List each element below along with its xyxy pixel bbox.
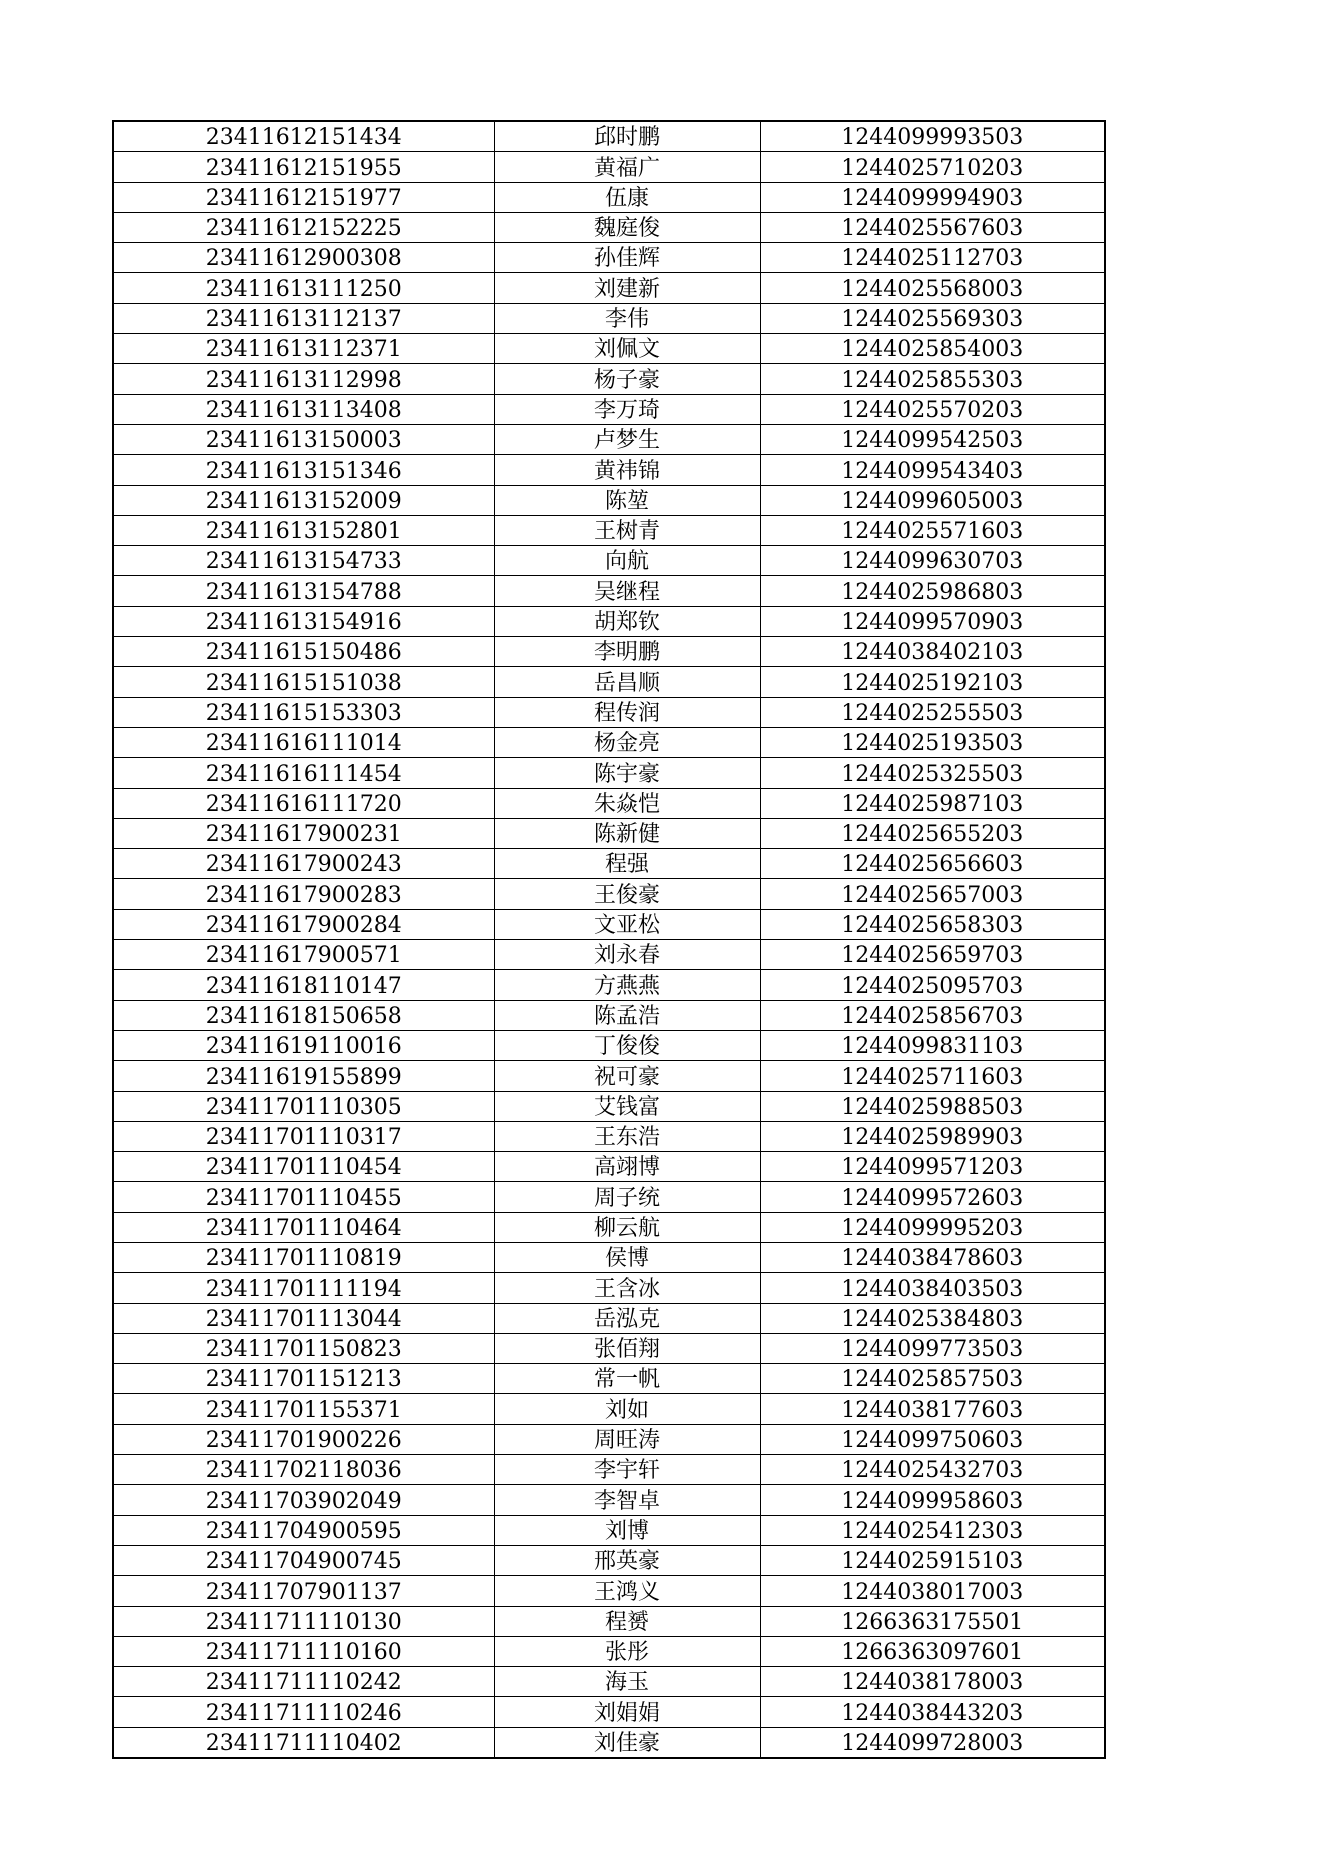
name-cell: 李智卓 [494,1485,760,1515]
name-cell: 李万琦 [494,394,760,424]
candidate-id-cell: 23411617900231 [113,818,494,848]
code-cell: 1244025987103 [760,788,1105,818]
table-row [113,1606,1105,1636]
name-cell: 岳昌顺 [494,667,760,697]
name-cell: 艾钱富 [494,1091,760,1121]
document-sheet [112,120,1104,1759]
code-cell: 1244025255503 [760,697,1105,727]
code-cell: 1244025856703 [760,1000,1105,1030]
candidate-id-cell: 23411616111014 [113,727,494,757]
table-row [113,152,1105,182]
roster-table [112,120,1106,1759]
candidate-id-cell: 23411701151213 [113,1364,494,1394]
name-cell: 张彤 [494,1636,760,1666]
table-row [113,1424,1105,1454]
candidate-id-cell: 23411616111454 [113,758,494,788]
code-cell: 1266363097601 [760,1636,1105,1666]
table-row [113,1485,1105,1515]
name-cell: 柳云航 [494,1212,760,1242]
code-cell: 1244025657003 [760,879,1105,909]
name-cell: 孙佳辉 [494,243,760,273]
candidate-id-cell: 23411615150486 [113,637,494,667]
name-cell: 刘博 [494,1515,760,1545]
code-cell: 1244099995203 [760,1212,1105,1242]
candidate-id-cell: 23411701111194 [113,1273,494,1303]
candidate-id-cell: 23411711110402 [113,1727,494,1758]
name-cell: 刘永春 [494,940,760,970]
candidate-id-cell: 23411702118036 [113,1455,494,1485]
code-cell: 1244099571203 [760,1152,1105,1182]
candidate-id-cell: 23411617900283 [113,879,494,909]
name-cell: 王树青 [494,515,760,545]
code-cell: 1244025568003 [760,273,1105,303]
table-row [113,334,1105,364]
name-cell: 张佰翔 [494,1333,760,1363]
table-row [113,1667,1105,1697]
table-row [113,273,1105,303]
candidate-id-cell: 23411613154916 [113,606,494,636]
candidate-id-cell: 23411617900243 [113,849,494,879]
candidate-id-cell: 23411613152009 [113,485,494,515]
name-cell: 李宇轩 [494,1455,760,1485]
code-cell: 1244099570903 [760,606,1105,636]
candidate-id-cell: 23411701110455 [113,1182,494,1212]
table-row [113,424,1105,454]
candidate-id-cell: 23411613112137 [113,303,494,333]
candidate-id-cell: 23411707901137 [113,1576,494,1606]
candidate-id-cell: 23411704900745 [113,1545,494,1575]
name-cell: 王东浩 [494,1121,760,1151]
code-cell: 1244025658303 [760,909,1105,939]
code-cell: 1244099572603 [760,1182,1105,1212]
candidate-id-cell: 23411613150003 [113,424,494,454]
code-cell: 1244099630703 [760,546,1105,576]
candidate-id-cell: 23411612152225 [113,212,494,242]
candidate-id-cell: 23411701155371 [113,1394,494,1424]
code-cell: 1244025412303 [760,1515,1105,1545]
table-row [113,485,1105,515]
candidate-id-cell: 23411701150823 [113,1333,494,1363]
code-cell: 1244025112703 [760,243,1105,273]
roster-table-body [113,121,1105,1758]
code-cell: 1244025325503 [760,758,1105,788]
table-row [113,697,1105,727]
name-cell: 侯博 [494,1242,760,1272]
code-cell: 1244038403503 [760,1273,1105,1303]
candidate-id-cell: 23411612151955 [113,152,494,182]
table-row [113,1364,1105,1394]
candidate-id-cell: 23411701110305 [113,1091,494,1121]
code-cell: 1244038402103 [760,637,1105,667]
name-cell: 刘娟娟 [494,1697,760,1727]
name-cell: 伍康 [494,182,760,212]
name-cell: 吴继程 [494,576,760,606]
name-cell: 卢梦生 [494,424,760,454]
table-row [113,546,1105,576]
table-row [113,212,1105,242]
table-row [113,1061,1105,1091]
table-row [113,1212,1105,1242]
candidate-id-cell: 23411612151977 [113,182,494,212]
name-cell: 方燕燕 [494,970,760,1000]
candidate-id-cell: 23411613151346 [113,455,494,485]
candidate-id-cell: 23411615153303 [113,697,494,727]
code-cell: 1244025570203 [760,394,1105,424]
code-cell: 1244025655203 [760,818,1105,848]
name-cell: 周旺涛 [494,1424,760,1454]
code-cell: 1244025854003 [760,334,1105,364]
name-cell: 李伟 [494,303,760,333]
code-cell: 1244025988503 [760,1091,1105,1121]
code-cell: 1244025857503 [760,1364,1105,1394]
name-cell: 刘建新 [494,273,760,303]
code-cell: 1244099994903 [760,182,1105,212]
name-cell: 朱焱恺 [494,788,760,818]
table-row [113,1242,1105,1272]
table-row [113,1727,1105,1758]
candidate-id-cell: 23411613111250 [113,273,494,303]
candidate-id-cell: 23411619155899 [113,1061,494,1091]
code-cell: 1266363175501 [760,1606,1105,1636]
candidate-id-cell: 23411618150658 [113,1000,494,1030]
candidate-id-cell: 23411701110454 [113,1152,494,1182]
table-row [113,758,1105,788]
table-row [113,394,1105,424]
table-row [113,606,1105,636]
candidate-id-cell: 23411613154788 [113,576,494,606]
name-cell: 杨金亮 [494,727,760,757]
candidate-id-cell: 23411711110246 [113,1697,494,1727]
code-cell: 1244099958603 [760,1485,1105,1515]
code-cell: 1244038017003 [760,1576,1105,1606]
name-cell: 向航 [494,546,760,576]
table-row [113,1455,1105,1485]
table-row [113,940,1105,970]
candidate-id-cell: 23411617900571 [113,940,494,970]
table-row [113,1515,1105,1545]
candidate-id-cell: 23411613113408 [113,394,494,424]
code-cell: 1244025986803 [760,576,1105,606]
table-row [113,1121,1105,1151]
table-row [113,1273,1105,1303]
table-row [113,1091,1105,1121]
name-cell: 程传润 [494,697,760,727]
candidate-id-cell: 23411701110464 [113,1212,494,1242]
table-row [113,637,1105,667]
name-cell: 陈宇豪 [494,758,760,788]
table-row [113,121,1105,152]
name-cell: 祝可豪 [494,1061,760,1091]
table-row [113,727,1105,757]
candidate-id-cell: 23411711110160 [113,1636,494,1666]
name-cell: 陈堃 [494,485,760,515]
candidate-id-cell: 23411711110242 [113,1667,494,1697]
name-cell: 黄福广 [494,152,760,182]
name-cell: 程强 [494,849,760,879]
code-cell: 1244025989903 [760,1121,1105,1151]
code-cell: 1244099542503 [760,424,1105,454]
code-cell: 1244025711603 [760,1061,1105,1091]
name-cell: 王俊豪 [494,879,760,909]
table-row [113,1394,1105,1424]
table-row [113,515,1105,545]
code-cell: 1244025915103 [760,1545,1105,1575]
name-cell: 岳泓克 [494,1303,760,1333]
name-cell: 胡郑钦 [494,606,760,636]
code-cell: 1244025571603 [760,515,1105,545]
name-cell: 丁俊俊 [494,1030,760,1060]
table-row [113,1545,1105,1575]
candidate-id-cell: 23411612900308 [113,243,494,273]
name-cell: 陈孟浩 [494,1000,760,1030]
name-cell: 邢英豪 [494,1545,760,1575]
table-row [113,455,1105,485]
table-row [113,364,1105,394]
code-cell: 1244025193503 [760,727,1105,757]
candidate-id-cell: 23411612151434 [113,121,494,152]
name-cell: 文亚松 [494,909,760,939]
table-row [113,182,1105,212]
name-cell: 刘佳豪 [494,1727,760,1758]
name-cell: 王含冰 [494,1273,760,1303]
table-row [113,1303,1105,1333]
candidate-id-cell: 23411619110016 [113,1030,494,1060]
table-row [113,788,1105,818]
code-cell: 1244025432703 [760,1455,1105,1485]
code-cell: 1244025656603 [760,849,1105,879]
code-cell: 1244025095703 [760,970,1105,1000]
name-cell: 黄祎锦 [494,455,760,485]
code-cell: 1244038443203 [760,1697,1105,1727]
table-row [113,1333,1105,1363]
code-cell: 1244025855303 [760,364,1105,394]
code-cell: 1244025569303 [760,303,1105,333]
candidate-id-cell: 23411618110147 [113,970,494,1000]
code-cell: 1244099728003 [760,1727,1105,1758]
code-cell: 1244099750603 [760,1424,1105,1454]
name-cell: 刘如 [494,1394,760,1424]
code-cell: 1244099831103 [760,1030,1105,1060]
table-row [113,1152,1105,1182]
code-cell: 1244025567603 [760,212,1105,242]
name-cell: 程赟 [494,1606,760,1636]
candidate-id-cell: 23411616111720 [113,788,494,818]
name-cell: 常一帆 [494,1364,760,1394]
name-cell: 王鸿义 [494,1576,760,1606]
table-row [113,879,1105,909]
code-cell: 1244099993503 [760,121,1105,152]
candidate-id-cell: 23411701900226 [113,1424,494,1454]
table-row [113,1576,1105,1606]
name-cell: 魏庭俊 [494,212,760,242]
candidate-id-cell: 23411613154733 [113,546,494,576]
candidate-id-cell: 23411615151038 [113,667,494,697]
table-row [113,970,1105,1000]
table-row [113,243,1105,273]
code-cell: 1244099605003 [760,485,1105,515]
candidate-id-cell: 23411613152801 [113,515,494,545]
table-row [113,1697,1105,1727]
code-cell: 1244038177603 [760,1394,1105,1424]
code-cell: 1244099543403 [760,455,1105,485]
code-cell: 1244099773503 [760,1333,1105,1363]
code-cell: 1244025192103 [760,667,1105,697]
candidate-id-cell: 23411704900595 [113,1515,494,1545]
code-cell: 1244025710203 [760,152,1105,182]
name-cell: 陈新健 [494,818,760,848]
name-cell: 高翊博 [494,1152,760,1182]
table-row [113,849,1105,879]
code-cell: 1244025384803 [760,1303,1105,1333]
candidate-id-cell: 23411617900284 [113,909,494,939]
candidate-id-cell: 23411701110819 [113,1242,494,1272]
name-cell: 李明鹏 [494,637,760,667]
code-cell: 1244038178003 [760,1667,1105,1697]
name-cell: 刘佩文 [494,334,760,364]
candidate-id-cell: 23411613112371 [113,334,494,364]
candidate-id-cell: 23411701113044 [113,1303,494,1333]
table-row [113,1636,1105,1666]
table-row [113,818,1105,848]
name-cell: 杨子豪 [494,364,760,394]
code-cell: 1244038478603 [760,1242,1105,1272]
candidate-id-cell: 23411711110130 [113,1606,494,1636]
table-row [113,909,1105,939]
candidate-id-cell: 23411701110317 [113,1121,494,1151]
candidate-id-cell: 23411703902049 [113,1485,494,1515]
name-cell: 邱时鹏 [494,121,760,152]
table-row [113,1182,1105,1212]
table-row [113,1000,1105,1030]
name-cell: 周子统 [494,1182,760,1212]
table-row [113,576,1105,606]
table-row [113,303,1105,333]
table-row [113,667,1105,697]
table-row [113,1030,1105,1060]
candidate-id-cell: 23411613112998 [113,364,494,394]
code-cell: 1244025659703 [760,940,1105,970]
name-cell: 海玉 [494,1667,760,1697]
